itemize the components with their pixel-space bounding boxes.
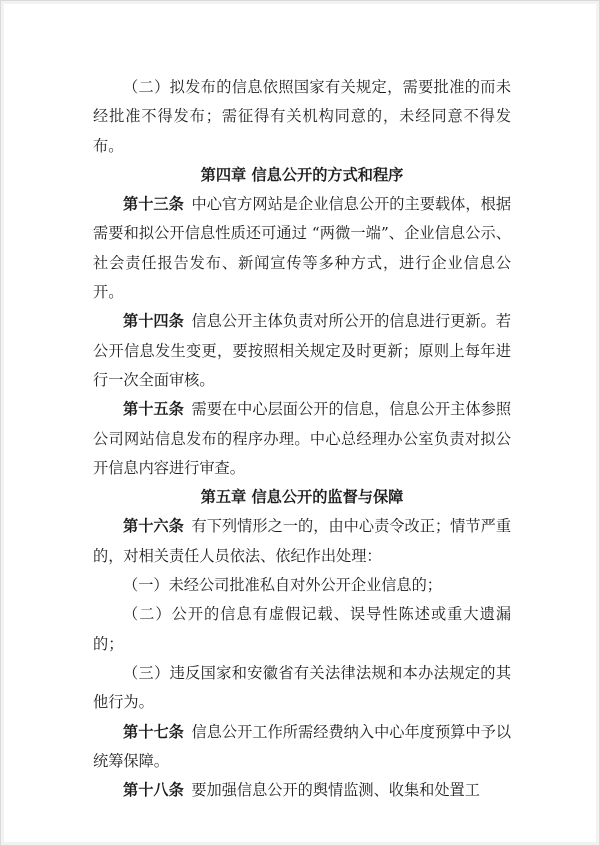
article-13 xyxy=(93,190,511,307)
article-14-label: 第十四条 xyxy=(123,312,184,331)
article-15-text: 需要在中心层面公开的信息，信息公开主体参照公司网站信息发布的程序办理。中心总经理办公室负责对拟公开信息内容进行审查。 xyxy=(93,400,512,477)
article-18-text: 要加强信息公开的舆情监测、收集和处置工 xyxy=(191,781,480,800)
article-17-text: 信息公开工作所需经费纳入中心年度预算中予以统筹保障。 xyxy=(93,722,512,770)
article-16 xyxy=(93,512,511,571)
article-16-label: 第十六条 xyxy=(123,517,184,536)
article-17 xyxy=(93,718,511,777)
article-16-text: 有下列情形之一的，由中心责令改正；情节严重的，对相关责任人员依法、依纪作出处理： xyxy=(93,517,512,565)
article-14 xyxy=(93,307,511,395)
article-14-text: 信息公开主体负责对所公开的信息进行更新。若公开信息发生变更，要按照相关规定及时更新；原则上每年进行一次全面审核。 xyxy=(93,312,512,389)
article-15-label: 第十五条 xyxy=(123,400,184,419)
article-18-label: 第十八条 xyxy=(123,781,184,800)
clause-3: （三）违反国家和安徽省有关法律法规和本办法规定的其他行为。 xyxy=(93,663,511,712)
clause-1: （一）未经公司批准私自对外公开企业信息的； xyxy=(123,576,442,595)
chapter-5-heading: 第五章 信息公开的监督与保障 xyxy=(200,488,404,507)
article-17-label: 第十七条 xyxy=(123,722,184,741)
article-15 xyxy=(93,395,511,483)
article-13-label: 第十三条 xyxy=(123,195,184,214)
paragraph-item-2: （二）拟发布的信息依照国家有关规定，需要批准的而未经批准不得发布；需征得有关机构同意的，未经同意不得发布。 xyxy=(93,78,511,155)
chapter-4-heading: 第四章 信息公开的方式和程序 xyxy=(200,165,404,184)
document-body xyxy=(93,73,511,805)
article-13-text: 中心官方网站是企业信息公开的主要载体，根据需要和拟公开信息性质还可通过 “两微一端”、企业信息公示、社会责任报告发布、新闻宣传等多种方式，进行企业信息公开。 xyxy=(93,195,512,302)
article-18 xyxy=(93,776,511,805)
clause-2: （二）公开的信息有虚假记载、误导性陈述或重大遗漏的； xyxy=(93,605,511,653)
